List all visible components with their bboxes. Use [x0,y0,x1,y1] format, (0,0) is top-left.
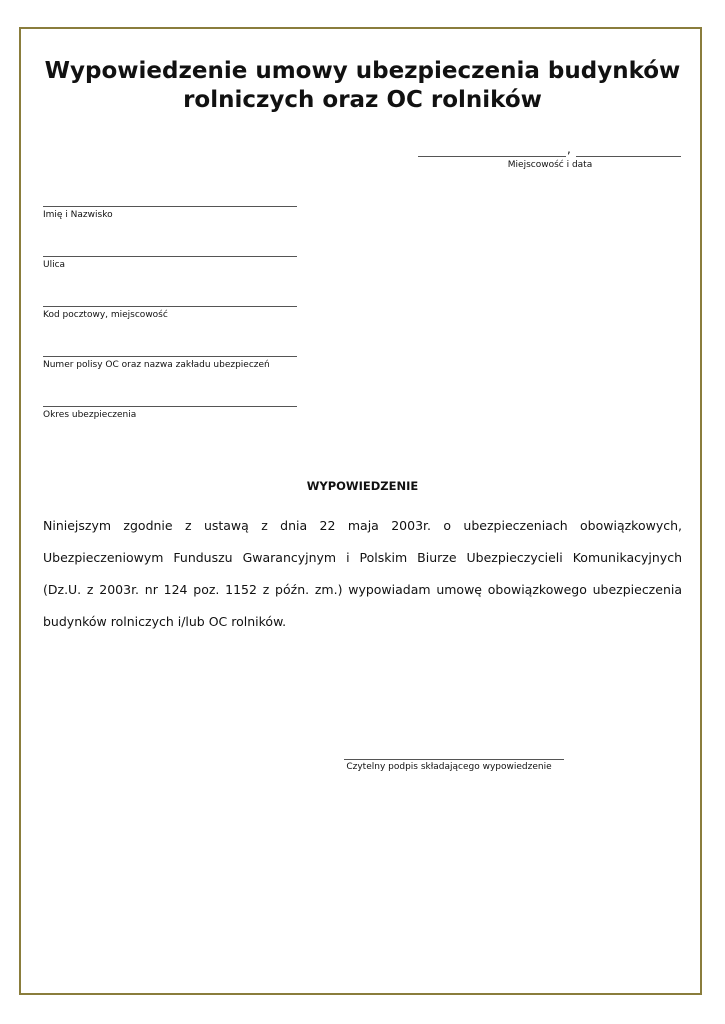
place-date-label: Miejscowość i data [507,160,593,170]
postal-code-field[interactable] [43,306,297,320]
signature-label: Czytelny podpis składającego wypowiedzenie [346,762,552,772]
policy-number-field-line [43,356,297,357]
name-field-label: Imię i Nazwisko [43,210,113,220]
name-field[interactable] [43,206,297,220]
street-field-line [43,256,297,257]
insurance-period-field[interactable] [43,406,297,420]
signature-line[interactable] [344,759,564,760]
document-title-line-1: Wypowiedzenie umowy ubezpieczenia budynków [44,58,681,84]
place-date-field[interactable] [418,142,682,158]
policy-number-field[interactable] [43,356,297,370]
place-line [418,156,566,157]
insurance-period-field-line [43,406,297,407]
insurance-period-field-label: Okres ubezpieczenia [43,410,137,420]
street-field-label: Ulica [43,260,66,270]
document-title-line-2: rolniczych oraz OC rolników [183,87,542,113]
body-paragraph: Niniejszym zgodnie z ustawą z dnia 22 maja 2003r. o ubezpieczeniach obowiązkowych, Ubezpieczeniowym Funduszu Gwarancyjnym i Polskim Biurze Ubezpieczycieli Komunikacyjnych (Dz.U. z 2003r. nr 124 poz. 1152 z późn. zm.) wypowiadam umowę obowiązkowego ubezpieczenia budynków rolniczych i/lub OC rolników. [43,518,682,629]
postal-code-field-line [43,306,297,307]
document-title [19,57,706,115]
section-heading: WYPOWIEDZENIE [306,479,419,493]
street-field[interactable] [43,256,297,270]
policy-number-field-label: Numer polisy OC oraz nazwa zakładu ubezpieczeń [43,360,270,370]
name-field-line [43,206,297,207]
date-line [576,156,681,157]
date-comma: , [567,142,571,156]
postal-code-field-label: Kod pocztowy, miejscowość [43,310,168,320]
